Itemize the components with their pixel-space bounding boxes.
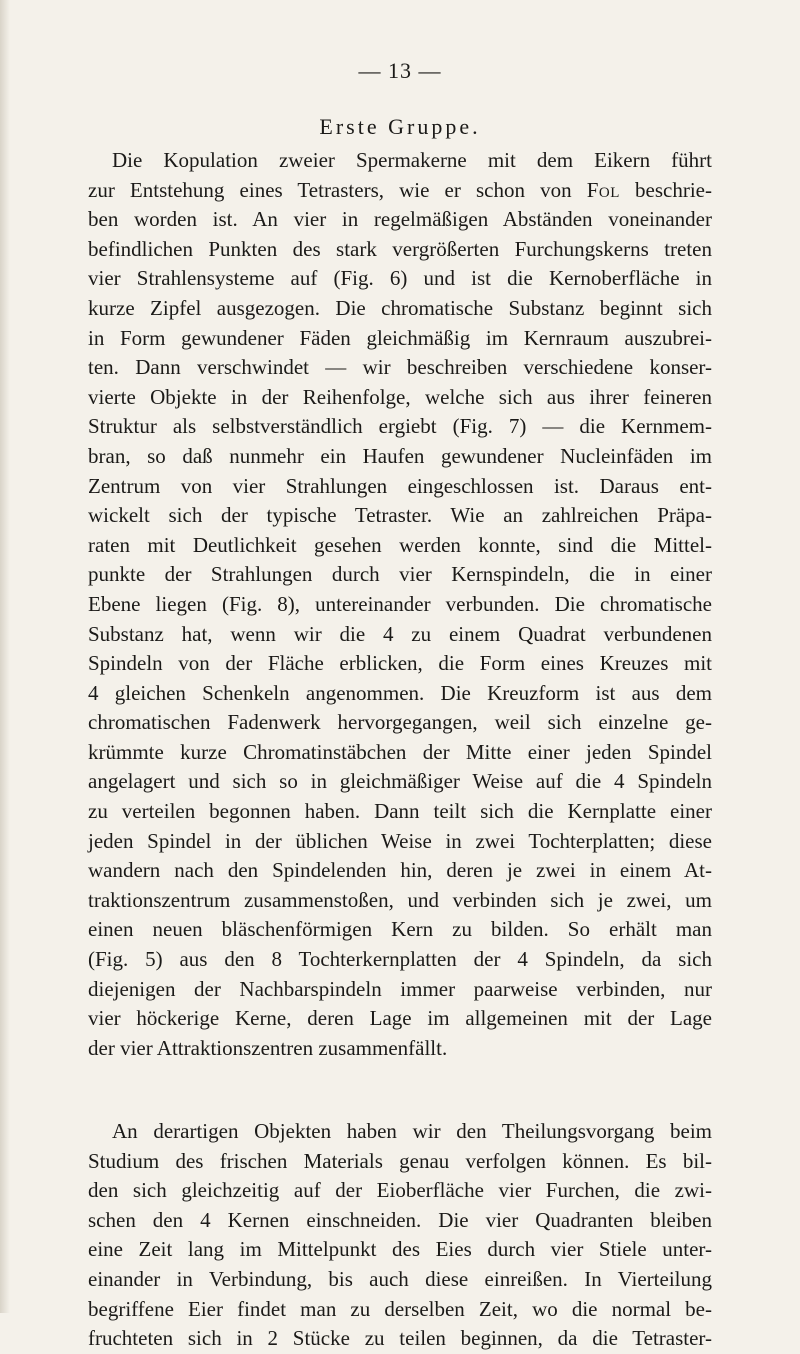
text-line: jeden Spindel in der üblichen Weise in zwei Tochterplatten; diese xyxy=(88,828,712,853)
text-line: angelagert und sich so in gleichmäßiger Weise auf die 4 Spindeln xyxy=(88,769,712,794)
text-line: vierte Objekte in der Reihenfolge, welche sich aus ihrer feineren xyxy=(88,384,712,409)
text-line: Ebene liegen (Fig. 8), untereinander verbunden. Die chromatische xyxy=(88,591,712,616)
text-line: wandern nach den Spindelenden hin, deren je zwei in einem At- xyxy=(88,858,712,883)
page-number: — 13 — xyxy=(358,58,442,83)
paragraph-1 xyxy=(88,146,712,1063)
text-line: chromatischen Fadenwerk hervorgegangen, weil sich einzelne ge- xyxy=(88,710,712,735)
text-line: Studium des frischen Materials genau verfolgen können. Es bil- xyxy=(88,1148,712,1173)
text-line: Die Kopulation zweier Spermakerne mit dem Eikern führt xyxy=(112,148,712,172)
text-line: bran, so daß nunmehr ein Haufen gewundener Nucleinfäden im xyxy=(88,443,712,468)
text-line: einander in Verbindung, bis auch diese einreißen. In Vierteilung xyxy=(88,1266,712,1291)
text-line: in Form gewundener Fäden gleichmäßig im Kernraum auszubrei- xyxy=(88,325,712,350)
text-line: Struktur als selbstverständlich ergiebt (Fig. 7) — die Kernmem- xyxy=(88,414,712,439)
text-line: ten. Dann verschwindet — wir beschreiben verschiedene konser- xyxy=(88,355,712,380)
text-line: Zentrum von vier Strahlungen eingeschlossen ist. Daraus ent- xyxy=(88,473,712,498)
text-line: vier höckerige Kerne, deren Lage im allgemeinen mit der Lage xyxy=(88,1006,712,1031)
text-line: zur Entstehung eines Tetrasters, wie er schon von Fol beschrie- xyxy=(88,177,712,202)
text-line: Spindeln von der Fläche erblicken, die Form eines Kreuzes mit xyxy=(88,651,712,676)
text-line: zu verteilen begonnen haben. Dann teilt sich die Kernplatte einer xyxy=(88,799,712,824)
text-line: 4 gleichen Schenkeln angenommen. Die Kreuzform ist aus dem xyxy=(88,680,712,705)
text-line: eine Zeit lang im Mittelpunkt des Eies durch vier Stiele unter- xyxy=(88,1237,712,1262)
text-line: (Fig. 5) aus den 8 Tochterkernplatten der 4 Spindeln, da sich xyxy=(88,947,712,972)
section-heading: Erste Gruppe. xyxy=(319,114,481,139)
text-line: traktionszentrum zusammenstoßen, und verbinden sich je zwei, um xyxy=(88,887,712,912)
text-line: vier Strahlensysteme auf (Fig. 6) und ist die Kernoberfläche in xyxy=(88,266,712,291)
text-line: einen neuen bläschenförmigen Kern zu bilden. So erhält man xyxy=(88,917,712,942)
text-line: schen den 4 Kernen einschneiden. Die vier Quadranten bleiben xyxy=(88,1207,712,1232)
text-line: ben worden ist. An vier in regelmäßigen Abständen voneinander xyxy=(88,207,712,232)
text-line: den sich gleichzeitig auf der Eioberfläche vier Furchen, die zwi- xyxy=(88,1178,712,1203)
text-line: wickelt sich der typische Tetraster. Wie an zahlreichen Präpa- xyxy=(88,503,712,528)
text-line: An derartigen Objekten haben wir den Theilungsvorgang beim xyxy=(112,1119,712,1143)
text-line: fruchteten sich in 2 Stücke zu teilen beginnen, da die Tetraster- xyxy=(88,1326,712,1351)
text-line: kurze Zipfel ausgezogen. Die chromatische Substanz beginnt sich xyxy=(88,295,712,320)
text-line: punkte der Strahlungen durch vier Kernspindeln, die in einer xyxy=(88,562,712,587)
text-line: befindlichen Punkten des stark vergrößerten Furchungskerns treten xyxy=(88,236,712,261)
text-line: diejenigen der Nachbarspindeln immer paarweise verbinden, nur xyxy=(88,976,712,1001)
text-line: begriffene Eier findet man zu derselben Zeit, wo die normal be- xyxy=(88,1296,712,1321)
text-line: der vier Attraktionszentren zusammenfällt. xyxy=(88,1035,448,1060)
text-line: krümmte kurze Chromatinstäbchen der Mitte einer jeden Spindel xyxy=(88,739,712,764)
author-name: Fol xyxy=(586,177,620,202)
paragraph-2 xyxy=(88,1117,712,1354)
scan-edge xyxy=(0,0,10,1313)
text-line: Substanz hat, wenn wir die 4 zu einem Quadrat verbundenen xyxy=(88,621,712,646)
text-line: raten mit Deutlichkeit gesehen werden konnte, sind die Mittel- xyxy=(88,532,712,557)
